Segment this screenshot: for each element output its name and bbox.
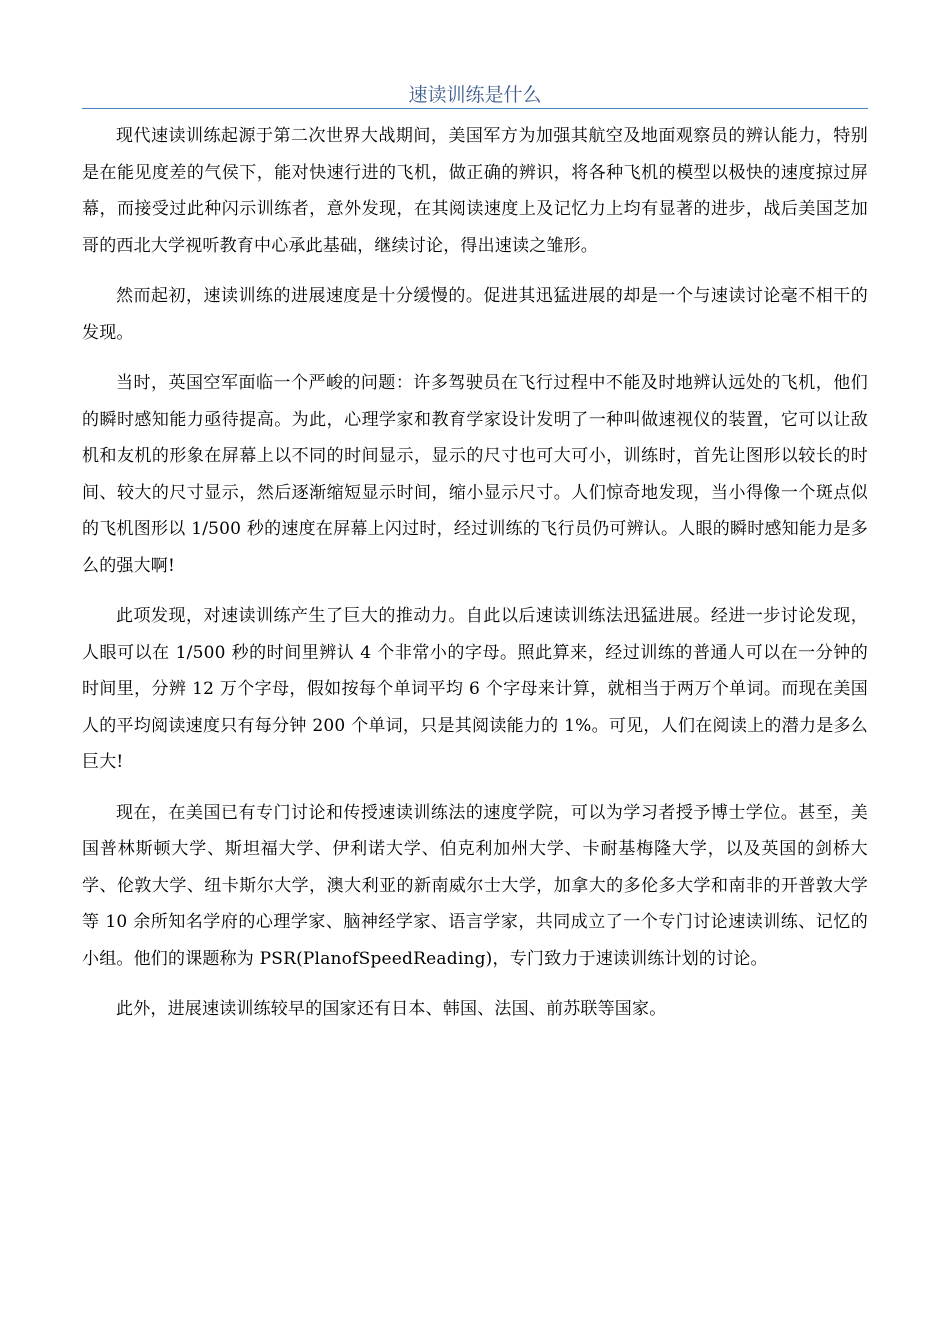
paragraph-raf-discovery: 当时，英国空军面临一个严峻的问题：许多驾驶员在飞行过程中不能及时地辨认远处的飞机，他们的瞬时感知能力亟待提高。为此，心理学家和教育学家设计发明了一种叫做速视仪的装置，它可以让敌机和友机的形象在屏幕上以不同的时间显示，显示的尺寸也可大可小，训练时，首先让图形以较长的时间、较大的尺寸显示，然后逐渐缩短显示时间，缩小显示尺寸。人们惊奇地发现，当小得像一个斑点似的飞机图形以 1/500 秒的速度在屏幕上闪过时，经过训练的飞行员仍可辨认。人眼的瞬时感知能力是多么的强大啊!	[82, 373, 868, 576]
paragraph-origin: 现代速读训练起源于第二次世界大战期间，美国军方为加强其航空及地面观察员的辨认能力，特别是在能见度差的气侯下，能对快速行进的飞机，做正确的辨识，将各种飞机的模型以极快的速度掠过屏幕，而接受过此种闪示训练者，意外发现，在其阅读速度上及记忆力上均有显著的进步，战后美国芝加哥的西北大学视听教育中心承此基础，继续讨论，得出速读之雏形。	[82, 126, 868, 256]
paragraph-psr-research: 现在，在美国已有专门讨论和传授速读训练法的速度学院，可以为学习者授予博士学位。甚至，美国普林斯顿大学、斯坦福大学、伊利诺大学、伯克利加州大学、卡耐基梅隆大学，以及英国的剑桥大学、伦敦大学、纽卡斯尔大学，澳大利亚的新南威尔士大学，加拿大的多伦多大学和南非的开普敦大学等 10 余所知名学府的心理学家、脑神经学家、语言学家，共同成立了一个专门讨论速读训练、记忆的小组。他们的课题称为 PSR(PlanofSpeedReading)，专门致力于速读训练计划的讨论。	[82, 802, 868, 969]
page-title: 速读训练是什么	[408, 84, 542, 106]
title-divider	[82, 108, 868, 109]
paragraph-other-countries: 此外，进展速读训练较早的国家还有日本、韩国、法国、前苏联等国家。	[116, 999, 667, 1019]
paragraph-slow-progress: 然而起初，速读训练的进展速度是十分缓慢的。促进其迅猛进展的却是一个与速读讨论毫不相干的发现。	[82, 286, 868, 343]
paragraph-reading-potential: 此项发现，对速读训练产生了巨大的推动力。自此以后速读训练法迅猛进展。经进一步讨论发现，人眼可以在 1/500 秒的时间里辨认 4 个非常小的字母。照此算来，经过训练的普通人可以在一分钟的时间里，分辨 12 万个字母，假如按每个单词平均 6 个字母来计算，就相当于两万个单词。而现在美国人的平均阅读速度只有每分钟 200 个单词，只是其阅读能力的 1%。可见，人们在阅读上的潜力是多么巨大!	[82, 606, 868, 772]
document-body	[82, 118, 868, 1042]
